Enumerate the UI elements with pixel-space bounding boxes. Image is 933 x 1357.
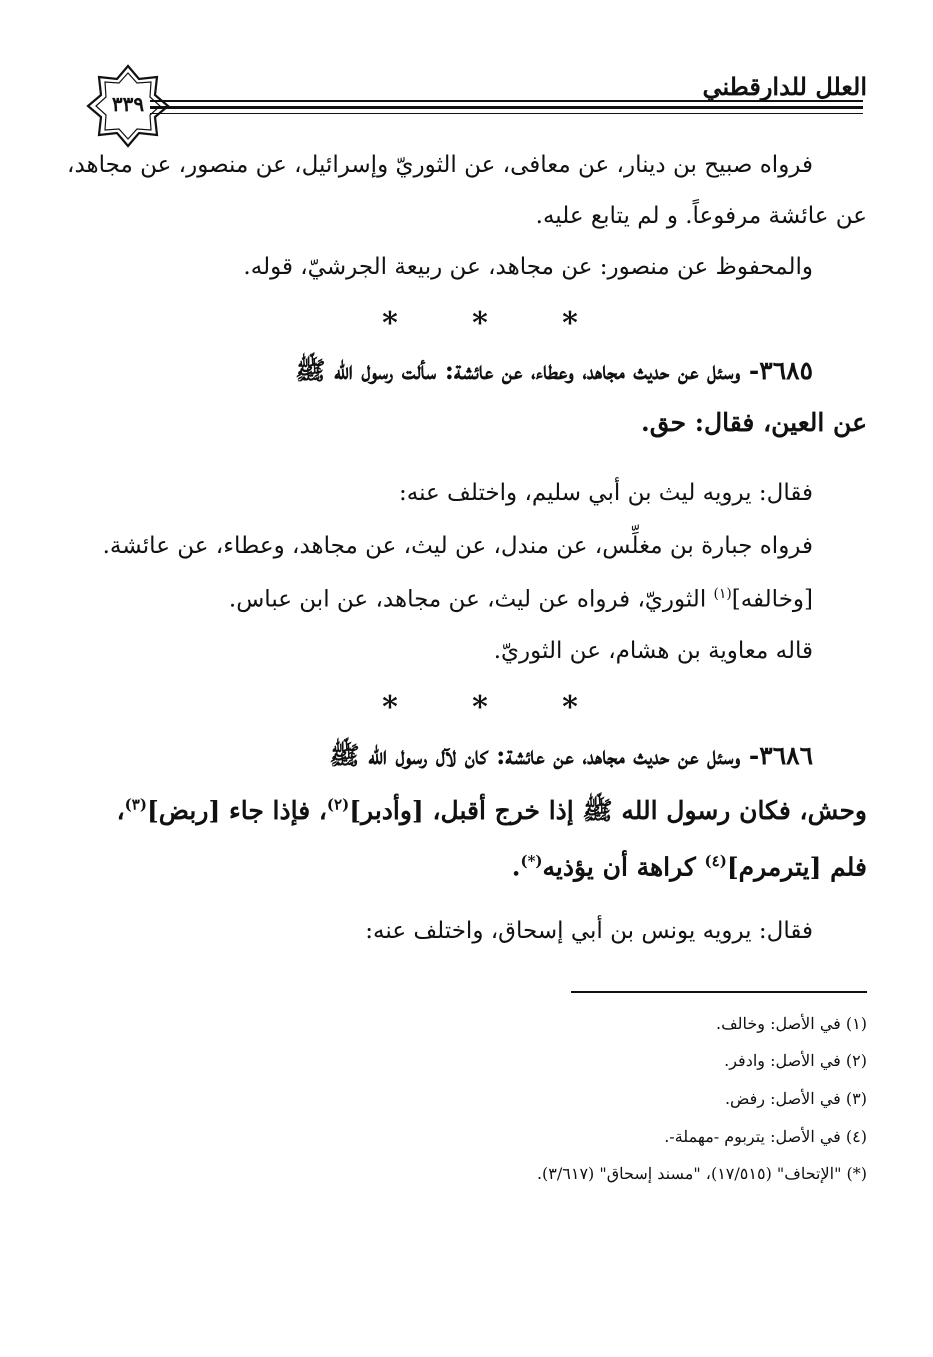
text-line: قاله معاوية بن هشام، عن الثوريّ. — [493, 638, 813, 664]
footnote-ref: (٤) — [704, 852, 727, 870]
separator-star: * — [472, 690, 488, 725]
text-run: الثوريّ، فرواه عن ليث، عن مجاهد، عن ابن عباس. — [228, 586, 714, 613]
separator-star: * — [472, 306, 488, 341]
footnote-ref: (١) — [713, 586, 732, 602]
text-line: فقال: يرويه ليث بن أبي سليم، واختلف عنه: — [399, 480, 813, 506]
text-line — [229, 586, 813, 613]
entry-3686-question: ٣٦٨٦- وسئل عن حديث مجاهد، عن عائشة: كان لآل رسول الله ﷺ — [329, 741, 813, 770]
section-separator — [380, 306, 580, 341]
header-rule — [150, 113, 863, 114]
entry-3685-question: ٣٦٨٥- وسئل عن حديث مجاهد، وعطاء، عن عائشة: سألت رسول الله ﷺ — [295, 356, 813, 385]
footnote-ref: (*) — [520, 852, 543, 870]
text-line: فرواه صبيح بن دينار، عن معافى، عن الثوريّ وإسرائيل، عن منصور، عن مجاهد، — [67, 152, 813, 178]
text-run: [وخالفه] — [731, 586, 813, 613]
text-run: ، فإذا جاء [ربض] — [146, 796, 327, 825]
footnote-divider — [571, 991, 867, 993]
entry-3686-question — [512, 852, 867, 881]
text-run: . — [511, 852, 521, 882]
footnote: (*) "الإتحاف" (١٧/٥١٥)، "مسند إسحاق" (٣/٦١٧). — [536, 1164, 867, 1183]
separator-star: * — [382, 306, 398, 341]
text-line: فقال: يرويه يونس بن أبي إسحاق، واختلف عنه: — [365, 918, 813, 944]
text-run: كراهة أن يؤذيه — [542, 852, 705, 882]
text-run: فلم [يترمرم] — [726, 852, 867, 882]
entry-3685-question: عن العين، فقال: حق. — [641, 408, 867, 437]
separator-star: * — [382, 690, 398, 725]
section-separator — [380, 690, 580, 725]
footnote: (١) في الأصل: وخالف. — [715, 1014, 867, 1033]
running-header-title: العلل للدارقطني — [702, 72, 867, 101]
separator-star: * — [562, 306, 578, 341]
text-run: وحش، فكان رسول الله ﷺ إذا خرج أقبل، [وأدبر] — [349, 796, 867, 825]
header-rule — [150, 100, 863, 102]
footnote-ref: (٢) — [326, 795, 350, 814]
footnote: (٣) في الأصل: رفض. — [724, 1089, 867, 1108]
text-line: فرواه جبارة بن مغلِّس، عن مندل، عن ليث، عن مجاهد، وعطاء، عن عائشة. — [102, 533, 813, 559]
page-number-badge — [86, 64, 170, 148]
entry-3686-question — [117, 795, 867, 832]
header-rule — [150, 106, 863, 109]
footnote: (٤) في الأصل: يتربوم -مهملة-. — [664, 1127, 867, 1146]
footnote: (٢) في الأصل: وادفر. — [724, 1051, 867, 1070]
text-run: ، — [116, 796, 125, 825]
separator-star: * — [562, 690, 578, 725]
text-line: والمحفوظ عن منصور: عن مجاهد، عن ربيعة الجرشيّ، قوله. — [243, 254, 813, 280]
footnote-ref: (٣) — [124, 795, 147, 814]
page-number: ٣٣٩ — [111, 92, 145, 116]
text-line: عن عائشة مرفوعاً. و لم يتابع عليه. — [535, 203, 867, 229]
